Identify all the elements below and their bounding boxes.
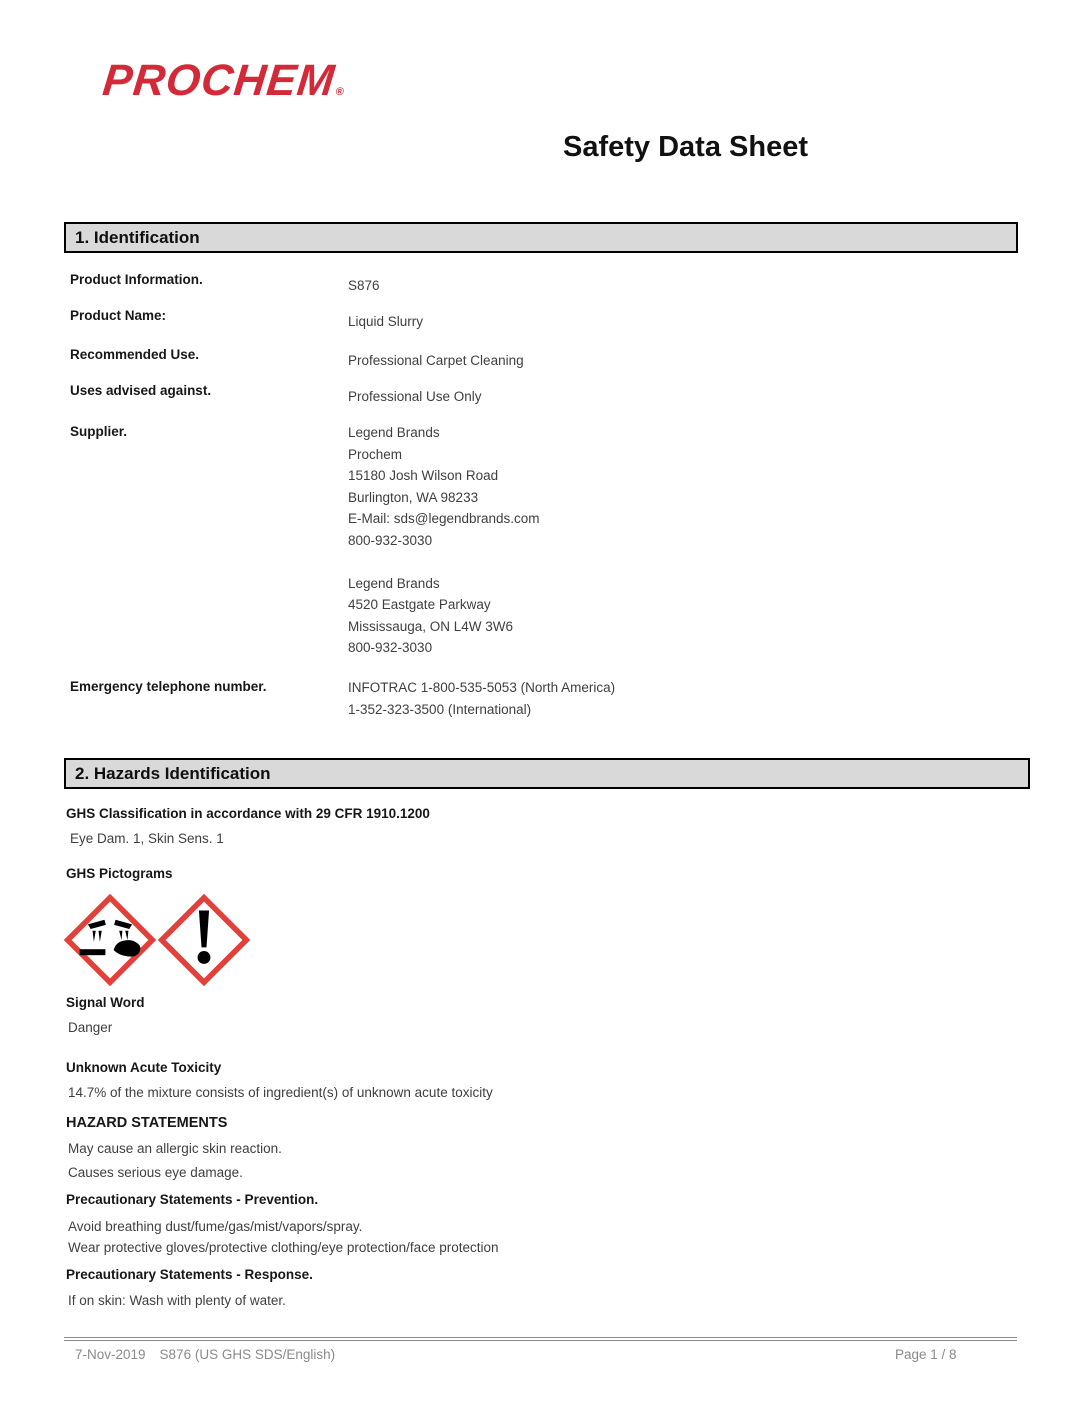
ghs-exclamation-pictogram-icon <box>158 894 250 986</box>
supplier-address-block <box>348 422 540 659</box>
unknown-acute-toxicity-label: Unknown Acute Toxicity <box>66 1060 222 1075</box>
prevention-statement: Avoid breathing dust/fume/gas/mist/vapors/spray. <box>68 1219 363 1234</box>
supplier-ca-line: 4520 Eastgate Parkway <box>348 597 491 612</box>
product-information-label: Product Information. <box>70 272 203 287</box>
supplier-us-line: Burlington, WA 98233 <box>348 489 479 505</box>
supplier-us-line: 15180 Josh Wilson Road <box>348 468 499 483</box>
unknown-acute-toxicity-text: 14.7% of the mixture consists of ingredient(s) of unknown acute toxicity <box>68 1085 493 1100</box>
emergency-phone-na: INFOTRAC 1-800-535-5053 (North America) <box>348 680 616 695</box>
ghs-corrosion-pictogram-icon <box>64 894 156 986</box>
uses-advised-against-label: Uses advised against. <box>70 383 212 398</box>
document-title: Safety Data Sheet <box>563 131 808 163</box>
emergency-phone-intl: 1-352-323-3500 (International) <box>348 702 532 717</box>
uses-advised-against-value: Professional Use Only <box>348 389 482 404</box>
ghs-classification-label: GHS Classification in accordance with 29 CFR 1910.1200 <box>66 806 430 821</box>
signal-word-value: Danger <box>68 1020 113 1035</box>
prevention-statement: Wear protective gloves/protective clothing/eye protection/face protection <box>68 1240 499 1255</box>
supplier-ca-phone: 800-932-3030 <box>348 640 433 655</box>
supplier-us-line: Prochem <box>348 446 403 462</box>
prochem-logo <box>100 56 348 106</box>
hazard-statements-label: HAZARD STATEMENTS <box>66 1115 228 1131</box>
supplier-label: Supplier. <box>70 424 128 439</box>
ghs-pictograms-row <box>64 894 250 986</box>
emergency-telephone-block <box>348 677 615 721</box>
section-1-header: 1. Identification <box>64 222 1018 253</box>
supplier-us-line: Legend Brands <box>348 425 440 440</box>
hazard-statement: May cause an allergic skin reaction. <box>68 1141 282 1156</box>
footer-divider <box>64 1337 1017 1341</box>
section-2-header: 2. Hazards Identification <box>64 758 1030 789</box>
hazard-statement: Causes serious eye damage. <box>68 1165 243 1180</box>
supplier-us-address <box>348 422 540 551</box>
precautionary-prevention-label: Precautionary Statements - Prevention. <box>66 1192 319 1207</box>
product-name-label: Product Name: <box>70 308 167 323</box>
signal-word-label: Signal Word <box>66 995 145 1010</box>
recommended-use-label: Recommended Use. <box>70 347 200 362</box>
supplier-ca-address <box>348 573 540 659</box>
product-information-value: S876 <box>348 278 380 293</box>
supplier-ca-line: Mississauga, ON L4W 3W6 <box>348 618 514 634</box>
registered-trademark-symbol: ® <box>335 86 346 98</box>
footer-date: 7-Nov-2019 <box>75 1347 146 1362</box>
supplier-us-phone: 800-932-3030 <box>348 532 433 548</box>
prochem-logo-text: PROCHEM <box>100 56 338 105</box>
supplier-ca-line: Legend Brands <box>348 575 440 591</box>
precautionary-response-label: Precautionary Statements - Response. <box>66 1267 313 1282</box>
ghs-pictograms-label: GHS Pictograms <box>66 866 173 881</box>
product-name-value: Liquid Slurry <box>348 314 424 329</box>
recommended-use-value: Professional Carpet Cleaning <box>348 353 524 368</box>
supplier-email-line: E-Mail: sds@legendbrands.com <box>348 511 540 526</box>
footer-page-number: Page 1 / 8 <box>895 1347 957 1362</box>
footer-left-text <box>75 1347 335 1362</box>
emergency-telephone-label: Emergency telephone number. <box>70 679 267 694</box>
response-statement: If on skin: Wash with plenty of water. <box>68 1293 286 1308</box>
footer-doc-id: S876 (US GHS SDS/English) <box>159 1347 336 1362</box>
ghs-classification-value: Eye Dam. 1, Skin Sens. 1 <box>70 831 224 846</box>
